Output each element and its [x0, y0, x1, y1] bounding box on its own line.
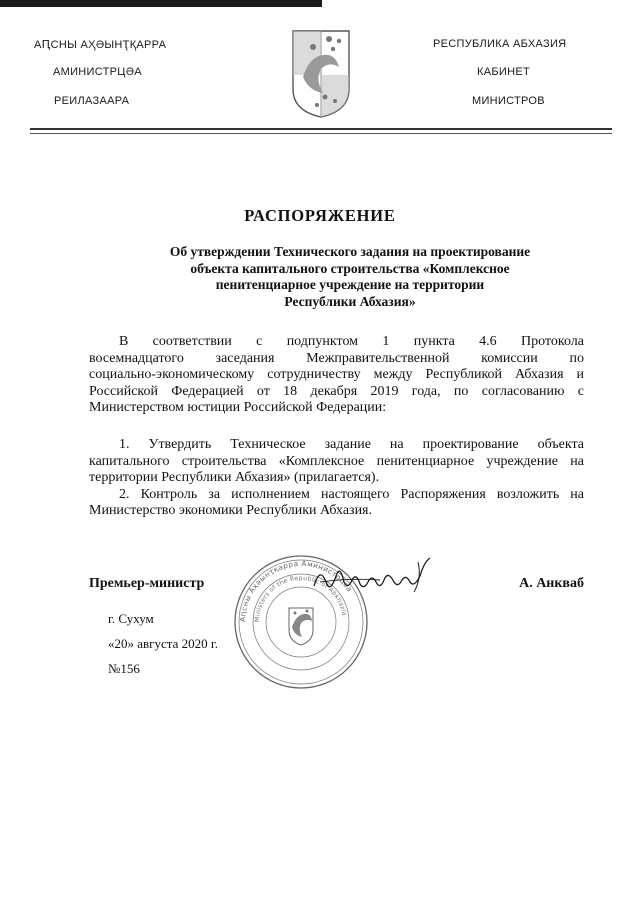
item-2-line: 2. Контроль за исполнением настоящего Распоряжения возложить на: [119, 486, 584, 502]
item-1-line: территории Республики Абхазия» (прилагается).: [89, 470, 380, 485]
stamp-outer-text: Аԥсны Аҳәынҭқарра Аминистрцәа: [237, 558, 355, 623]
handwritten-signature-icon: [310, 552, 440, 602]
issue-city: г. Сухум: [108, 611, 154, 626]
stamp-inner-text: Ministers of the Republic of Abkhazia: [253, 574, 348, 623]
signatory-name: А. Анкваб: [519, 576, 584, 591]
item-2-line: Министерство экономики Республики Абхазия.: [89, 503, 373, 518]
preamble-paragraph: [89, 334, 584, 417]
header-right-line-3: МИНИСТРОВ: [472, 95, 545, 107]
preamble-line: Российской Федерацией от 18 декабря 2019 года, по согласованию с: [89, 383, 584, 399]
signatory-position: Премьер-министр: [89, 576, 205, 591]
header-right-line-2: КАБИНЕТ: [477, 66, 530, 78]
preamble-line: социально-экономическому сотрудничеству между Республикой Абхазия и: [89, 367, 584, 382]
item-1-line: 1. Утвердить Техническое задание на проектирование объекта: [119, 437, 584, 452]
resolution-items: [89, 437, 584, 520]
header-left-line-1: АԤСНЫ АҲӘЫНҬҚАРРА: [34, 39, 167, 51]
subject-line: Республики Абхазия»: [284, 293, 416, 309]
subject-line: пенитенциарное учреждение на территории: [215, 277, 485, 292]
header-divider-thick: [30, 128, 612, 130]
header-divider-thin: [30, 133, 612, 134]
coat-of-arms-icon: [289, 27, 353, 119]
document-title: РАСПОРЯЖЕНИЕ: [244, 206, 396, 225]
scan-edge-bar: [0, 0, 322, 7]
document-subject: [140, 244, 560, 310]
issue-date: «20» августа 2020 г.: [108, 636, 218, 651]
item-1-line: капитального строительства «Комплексное пенитенциарное учреждение на: [89, 453, 584, 469]
subject-line: объекта капитального строительства «Комплексное: [190, 260, 510, 276]
header-left-line-3: РЕИЛАЗААРА: [54, 95, 130, 107]
document-number: №156: [108, 661, 140, 676]
subject-line: Об утверждении Технического задания на проектирование: [169, 244, 531, 259]
preamble-line: В соответствии с подпунктом 1 пункта 4.6 Протокола: [119, 334, 584, 349]
preamble-line: восемнадцатого заседания Межправительственной комиссии по: [89, 350, 584, 366]
header-right-line-1: РЕСПУБЛИКА АБХАЗИЯ: [433, 38, 567, 50]
preamble-line: Министерством юстиции Российской Федерации:: [89, 400, 387, 415]
header-left-line-2: АМИНИСТРЦӘА: [53, 66, 142, 78]
